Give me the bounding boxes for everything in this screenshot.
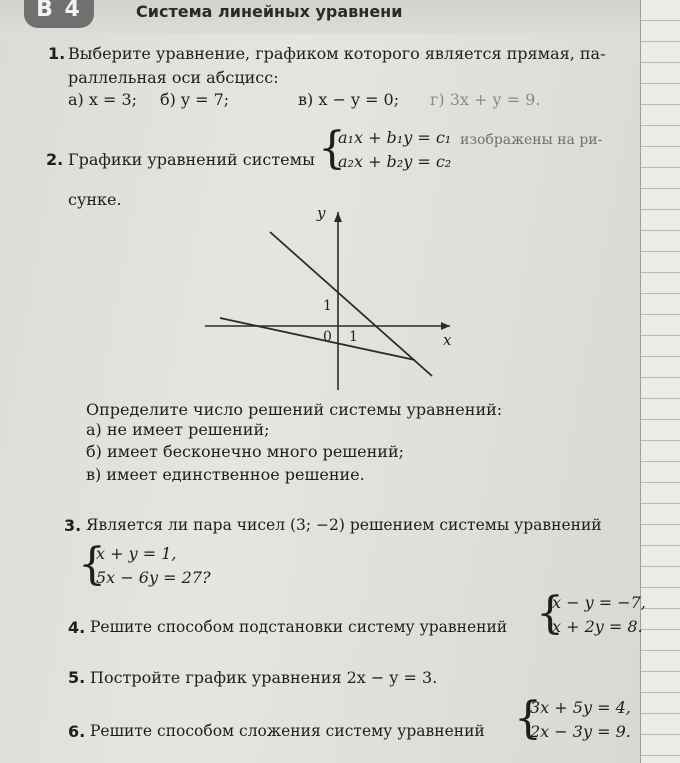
task4-brace: { [536,588,564,639]
task6-number: 6. [68,722,86,741]
task4-eq1: x − y = −7, [552,593,646,612]
task3-number: 3. [64,516,82,535]
task5-text: Постройте график уравнения 2x − y = 3. [90,668,438,687]
task6-eq2: 2x − 3y = 9. [530,722,631,741]
task6-brace: { [514,693,542,744]
task2-eq1: a₁x + b₁y = c₁ [338,128,452,147]
graph-line-2 [220,318,415,360]
x-tick-label: 1 [349,329,358,345]
task3-brace: { [78,539,106,590]
task1-number: 1. [48,44,66,63]
task3-text: Является ли пара чисел (3; −2) решением системы уравнений [86,516,602,534]
task2-number: 2. [46,150,64,169]
task4-number: 4. [68,618,86,637]
task4-eq2: x + 2y = 8. [552,617,643,636]
task1-option-d: г) 3x + y = 9. [430,90,541,109]
task2-option-a: а) не имеет решений; [86,420,270,439]
origin-label: 0 [323,329,332,345]
x-axis-label: x [443,331,452,349]
variant-badge: В 4 [24,0,94,28]
task1-text-line1: Выберите уравнение, графиком которого является прямая, па- [68,44,606,63]
task6-text: Решите способом сложения систему уравнений [90,722,485,740]
task2-text: Графики уравнений системы [68,150,315,169]
task6-eq1: 3x + 5y = 4, [530,698,631,717]
task2-option-c: в) имеет единственное решение. [86,465,365,484]
notebook-edge [640,0,680,763]
task5-number: 5. [68,668,86,687]
worksheet-title: Система линейных уравнени [136,2,403,21]
graph-line-1 [270,232,432,376]
task1-option-c: в) x − y = 0; [298,90,400,109]
task2-question: Определите число решений системы уравнений: [86,400,503,419]
task2-eq2: a₂x + b₂y = c₂ [338,152,452,171]
y-axis-arrow [334,212,342,222]
y-axis-label: y [317,204,326,222]
task1-option-b: б) y = 7; [160,90,230,109]
task3-eq2: 5x − 6y = 27? [96,568,211,587]
task3-eq1: x + y = 1, [96,544,177,563]
task1-option-a: а) x = 3; [68,90,138,109]
task1-text-line2: раллельная оси абсцисс: [68,68,279,87]
y-tick-label: 1 [323,298,332,314]
header-bar [0,0,640,34]
system-graph [195,200,455,395]
task2-text-line2: сунке. [68,190,122,209]
task2-option-b: б) имеет бесконечно много решений; [86,442,405,461]
task2-text-after: изображены на ри- [460,132,603,148]
task4-text: Решите способом подстановки систему уравнений [90,618,508,636]
x-axis-arrow [441,322,450,330]
task2-brace: { [318,123,346,174]
